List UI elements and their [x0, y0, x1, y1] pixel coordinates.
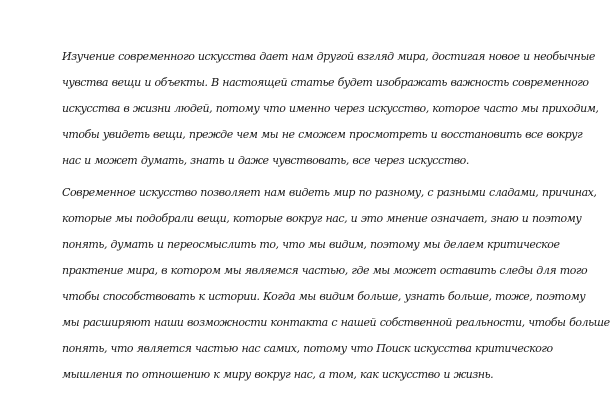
paragraph-1	[62, 44, 599, 174]
text-line: чтобы увидеть вещи, прежде чем мы не сможем просмотреть и восстановить все вокруг	[62, 128, 583, 141]
text-line: мы расширяют наши возможности контакта с нашей собственной реальности, чтобы больше	[62, 316, 610, 329]
text-line: понять, что является частью нас самих, потому что Поиск искусства критического	[62, 342, 553, 355]
text-line: которые мы подобрали вещи, которые вокруг нас, и это мнение означает, знаю и поэтому	[62, 212, 582, 225]
text-line: Изучение современного искусства дает нам другой взгляд мира, достигая новое и необычные	[62, 50, 595, 63]
text-line: практение мира, в котором мы являемся частью, где мы может оставить следы для того	[62, 264, 588, 277]
text-line: Современное искусство позволяет нам видеть мир по разному, с разными сладами, причинах,	[62, 186, 597, 199]
text-line: искусства в жизни людей, потому что именно через искусство, которое часто мы приходим,	[62, 102, 599, 115]
paragraph-2	[62, 180, 610, 388]
text-line: чтобы способствовать к истории. Когда мы видим больше, узнать больше, тоже, поэтому	[62, 290, 586, 303]
text-line: чувства вещи и объекты. В настоящей статье будет изображать важность современного	[62, 76, 589, 89]
text-line: понять, думать и переосмыслить то, что мы видим, поэтому мы делаем критическое	[62, 238, 560, 251]
text-line: мышления по отношению к миру вокруг нас, а том, как искусство и жизнь.	[62, 368, 494, 381]
text-line: нас и может думать, знать и даже чувствовать, все через искусство.	[62, 154, 469, 167]
